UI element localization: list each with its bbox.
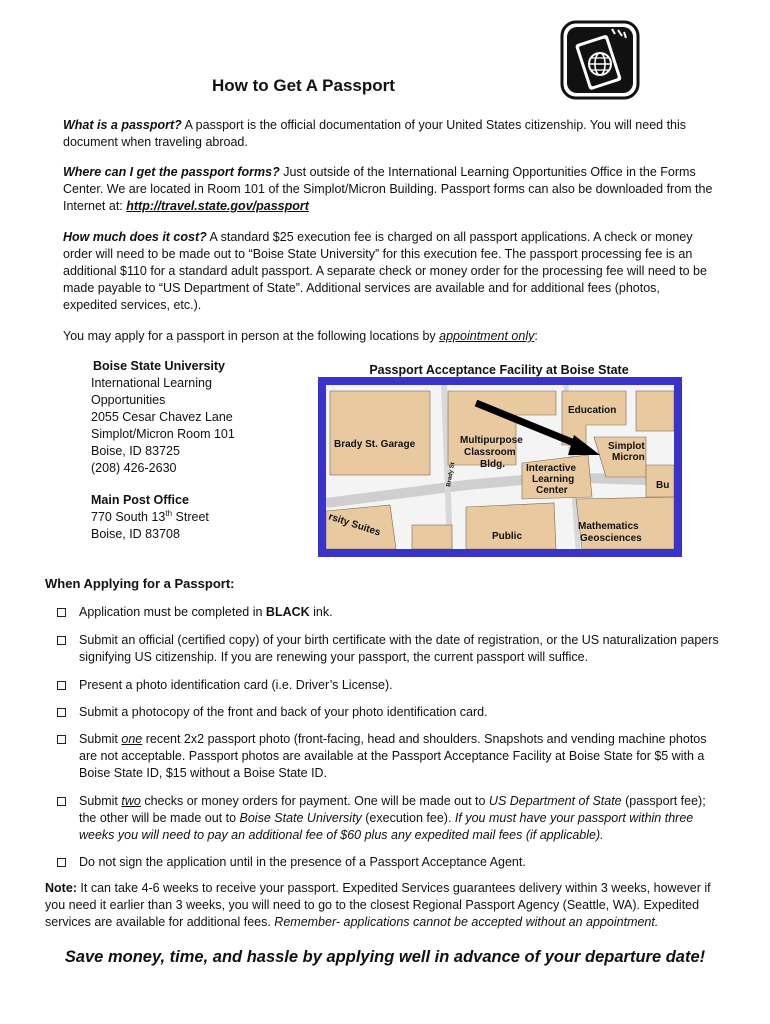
map-label-brady-street: Brady St <box>446 461 457 488</box>
checkbox-icon <box>57 681 66 690</box>
question-forms: Where can I get the passport forms? <box>63 165 280 179</box>
answer-forms: Just outside of the International Learning Opportunities Office in the Forms Center. We are located in Room 101 of the Simplot/Micron Building. Passport forms can also be downloaded from the Internet at: <box>63 165 713 213</box>
address-line: 770 South 13th Street <box>91 508 209 524</box>
checkbox-icon <box>57 636 66 645</box>
map-label-education: Education <box>568 405 617 416</box>
list-item: Submit an official (certified copy) of your birth certificate with the date of registration, or the US naturalization papers signifying US citizenship. If you are renewing your passport, the current passport will suffice. <box>55 632 720 666</box>
address-line: Boise, ID 83725 <box>91 444 180 458</box>
passport-link[interactable]: http://travel.state.gov/passport <box>126 199 309 213</box>
map-label-learning: Learning <box>532 474 575 485</box>
map-label-public: Public <box>492 531 523 542</box>
answer-cost: A standard $25 execution fee is charged on all passport applications. A check or money order will need to be made out to “Boise State University” for this execution fee. The passport processing fee is an additional $110 for a standard adult passport. A separate check or money order for the processing fee will need to be made payable to “US Department of State”. Additional services are available and for additional fees (photos, expedited services, etc.). <box>63 230 707 312</box>
note-emphasis: Remember- applications cannot be accepted without an appointment. <box>274 915 659 929</box>
map-label-micron: Micron <box>612 452 645 463</box>
location-name: Boise State University <box>93 359 225 373</box>
campus-map <box>318 377 682 557</box>
map-label-interactive: Interactive <box>526 463 577 474</box>
map-title: Passport Acceptance Facility at Boise State <box>369 363 629 377</box>
address-line: Simplot/Micron Room 101 <box>91 427 235 441</box>
what-is-passport-paragraph <box>63 117 713 151</box>
map-label-bu: Bu <box>656 480 670 491</box>
address-line: Opportunities <box>91 393 166 407</box>
checkbox-icon <box>57 708 66 717</box>
answer-what: A passport is the official documentation of your United States citizenship. You will need this document when traveling abroad. <box>63 118 687 149</box>
location-boise-state <box>91 358 311 477</box>
note-paragraph <box>45 880 725 931</box>
map-label-center: Center <box>536 485 568 496</box>
applying-heading: When Applying for a Passport: <box>45 576 235 591</box>
closing-message: Save money, time, and hassle by applying well in advance of your departure date! <box>64 948 706 966</box>
address-line: 2055 Cesar Chavez Lane <box>91 410 233 424</box>
map-label-bldg: Bldg. <box>480 459 505 470</box>
list-item: Do not sign the application until in the presence of a Passport Acceptance Agent. <box>55 854 720 871</box>
list-item: Present a photo identification card (i.e. Driver’s License). <box>55 677 720 694</box>
question-what: What is a passport? <box>63 118 182 132</box>
map-label-mathematics: Mathematics <box>578 521 639 532</box>
list-item: Application must be completed in BLACK ink. <box>55 604 720 621</box>
list-item: Submit one recent 2x2 passport photo (front-facing, head and shoulders. Snapshots and vending machine photos are not acceptable. Passport photos are available at the Passport Acceptance Facility at Boise State for $5 with a Boise State ID, $15 without a Boise State ID. <box>55 731 720 782</box>
list-item: Submit two checks or money orders for payment. One will be made out to US Department of State (passport fee); the other will be made out to Boise State University (execution fee). If you must have your passport within three weeks you will need to pay an additional fee of $60 plus any expedited mail fees (if applicable). <box>55 793 720 844</box>
page-title: How to Get A Passport <box>212 76 395 95</box>
checkbox-icon <box>57 858 66 867</box>
cost-paragraph <box>63 229 713 314</box>
question-cost: How much does it cost? <box>63 230 207 244</box>
checkbox-icon <box>57 608 66 617</box>
checkbox-icon <box>57 797 66 806</box>
appointment-only: appointment only <box>439 329 535 343</box>
map-label-garage: Brady St. Garage <box>334 439 416 450</box>
address-line: International Learning <box>91 376 212 390</box>
locations-tail: : <box>534 329 538 343</box>
phone-number: (208) 426-2630 <box>91 461 177 475</box>
list-item: Submit a photocopy of the front and back of your photo identification card. <box>55 704 720 721</box>
passport-icon <box>560 20 640 100</box>
address-line: Boise, ID 83708 <box>91 527 180 541</box>
note-text: It can take 4-6 weeks to receive your passport. Expedited Services guarantees delivery within 3 weeks, however if you need it earlier than 3 weeks, you will need to go to the closest Regional Passport Agency (Seattle, WA). Expedited services are available for additional fees. <box>45 881 711 929</box>
map-label-simplot: Simplot <box>608 441 645 452</box>
locations-lead: You may apply for a passport in person at the following locations by <box>63 329 440 343</box>
checkbox-icon <box>57 735 66 744</box>
note-label: Note: <box>45 881 77 895</box>
forms-paragraph <box>63 164 713 215</box>
location-post-office <box>91 492 311 543</box>
map-label-geosciences: Geosciences <box>580 533 642 544</box>
map-label-classroom: Classroom <box>464 447 516 458</box>
map-label-suites: rsity Suites <box>327 511 382 539</box>
map-label-multipurpose: Multipurpose <box>460 435 523 446</box>
location-name: Main Post Office <box>91 493 189 507</box>
locations-intro <box>63 328 713 345</box>
